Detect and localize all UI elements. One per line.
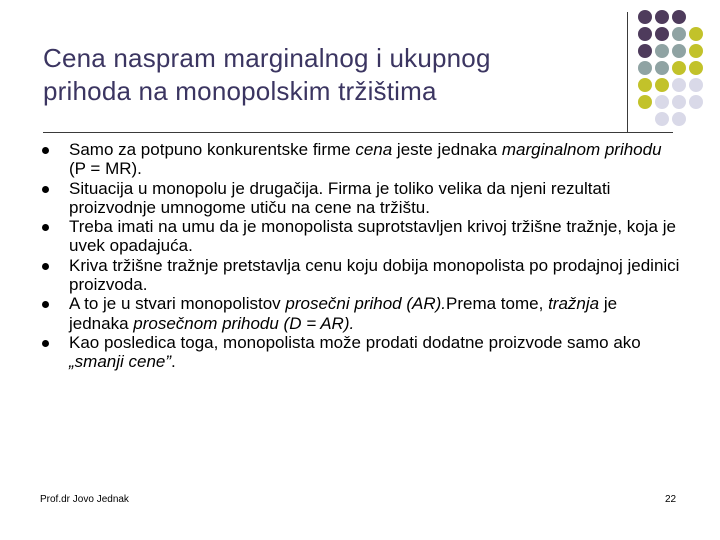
decorative-dot-grid <box>636 8 718 128</box>
slide-title-line-1: Cena naspram marginalnog i ukupnog <box>43 43 491 73</box>
bullet-text: Prema tome, <box>446 294 549 314</box>
footer-author: Prof.dr Jovo Jednak <box>40 494 129 505</box>
decorative-dot <box>638 61 652 75</box>
bullet-item <box>40 294 680 333</box>
decorative-dot <box>655 112 669 126</box>
decorative-dot <box>689 61 703 75</box>
slide-title-line-2: prihoda na monopolskim tržištima <box>43 76 437 106</box>
bullet-text-italic: marginalnom prihodu <box>501 140 662 159</box>
decorative-dot <box>672 61 686 75</box>
bullet-item <box>40 333 680 372</box>
decorative-dot <box>672 112 686 126</box>
decorative-dot <box>638 27 652 41</box>
decorative-dot <box>655 10 669 24</box>
decorative-dot <box>655 78 669 92</box>
vertical-divider <box>627 12 628 132</box>
bullet-text: Samo za potpuno konkurentske firme <box>69 140 356 159</box>
bullet-text: jeste jednaka <box>392 140 502 159</box>
decorative-dot <box>672 10 686 24</box>
bullet-item <box>40 140 680 179</box>
decorative-dot <box>689 44 703 58</box>
decorative-dot <box>655 61 669 75</box>
bullet-text-italic: prosečnom prihodu (D = AR). <box>133 313 355 333</box>
decorative-dot <box>672 78 686 92</box>
bullet-dot-icon <box>42 186 49 193</box>
decorative-dot <box>672 27 686 41</box>
bullet-text: A to je u stvari monopolistov <box>69 294 286 314</box>
bullet-text-italic: „smanji cene” <box>69 352 172 372</box>
bullet-text: Treba imati na umu da je monopolista suprotstavljen krivoj tržišne tražnje, koja je uvek opadajuća. <box>69 217 676 256</box>
bullet-text: . <box>171 352 176 372</box>
bullet-dot-icon <box>42 263 49 270</box>
bullet-item <box>40 217 680 256</box>
decorative-dot <box>638 10 652 24</box>
bullet-text: Kao posledica toga, monopolista može prodati dodatne proizvode samo ako <box>69 332 641 352</box>
bullet-dot-icon <box>42 147 49 154</box>
decorative-dot <box>689 95 703 109</box>
bullet-dot-icon <box>42 340 49 347</box>
decorative-dot <box>672 95 686 109</box>
bullet-text: Situacija u monopolu je drugačija. Firma je toliko velika da njeni rezultati proizvodnje umnogome utiču na cene na tržištu. <box>69 178 611 217</box>
page-number: 22 <box>665 494 677 505</box>
bullet-text-italic: cena <box>355 140 393 159</box>
decorative-dot <box>655 44 669 58</box>
decorative-dot <box>655 95 669 109</box>
decorative-dot <box>672 44 686 58</box>
bullet-item <box>40 256 680 295</box>
decorative-dot <box>689 27 703 41</box>
bullet-text: je jednaka <box>69 294 618 333</box>
decorative-dot <box>655 27 669 41</box>
horizontal-divider <box>43 132 673 133</box>
bullet-text: (P = MR). <box>69 159 142 179</box>
decorative-dot <box>638 95 652 109</box>
bullet-dot-icon <box>42 224 49 231</box>
bullet-text-italic: tražnja <box>548 294 600 314</box>
decorative-dot <box>638 44 652 58</box>
slide-title <box>43 42 603 108</box>
decorative-dot <box>638 78 652 92</box>
bullet-text-italic: prosečni prihod (AR). <box>285 294 447 314</box>
bullet-list <box>40 140 680 372</box>
bullet-text: Kriva tržišne tražnje pretstavlja cenu koju dobija monopolista po prodajnoj jedinici proizvoda. <box>69 255 680 295</box>
decorative-dot <box>689 78 703 92</box>
bullet-dot-icon <box>42 301 49 308</box>
bullet-item <box>40 179 680 218</box>
